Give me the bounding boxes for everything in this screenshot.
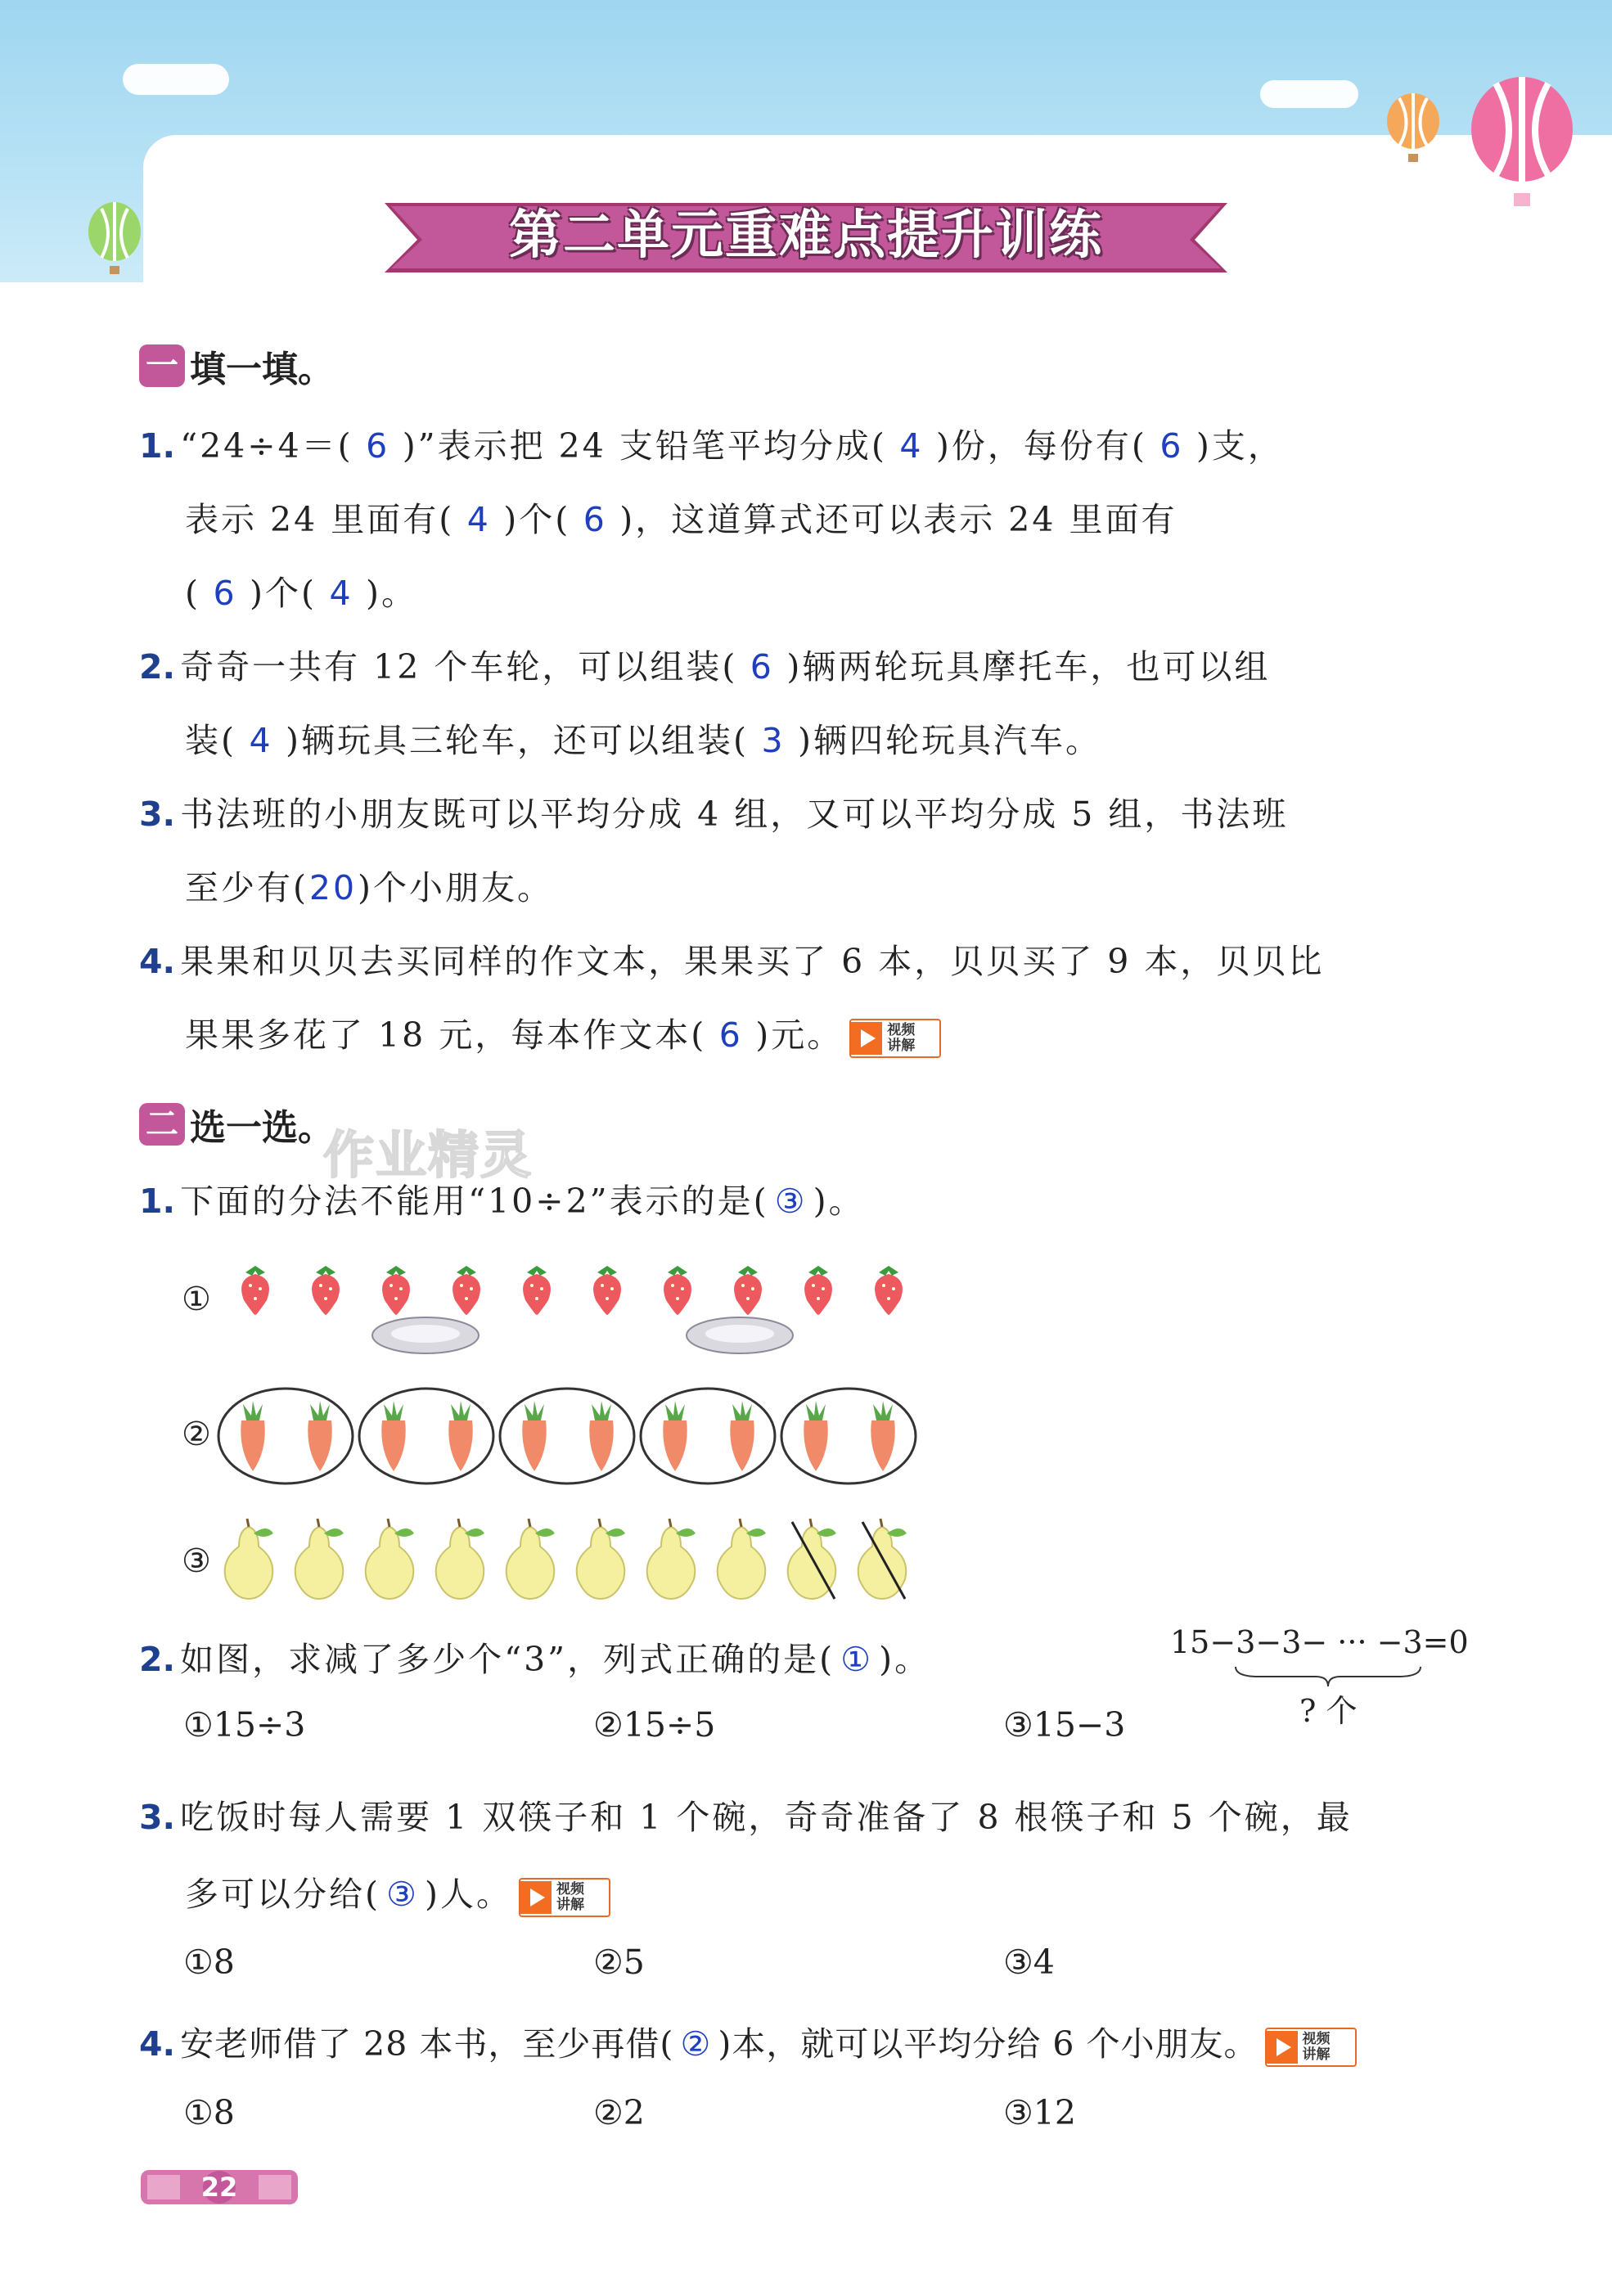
text: )辆玩具三轮车，还可以组装( — [286, 721, 749, 760]
s1-q2-line1 — [139, 640, 1270, 688]
answer: ① — [840, 1640, 873, 1679]
answer: 6 — [213, 574, 237, 613]
section-2-label: 选一选。 — [190, 1107, 334, 1149]
s2-q2-option-2: ②15÷5 — [593, 1705, 716, 1745]
subtraction-expression: 15−3−3− ··· −3=0 — [1170, 1624, 1469, 1660]
text: 安老师借了 28 本书，至少再借( — [180, 2024, 674, 2064]
explain-label: 讲解 — [556, 1896, 584, 1913]
s2-q3-line2 — [185, 1867, 610, 1917]
option-1-label: ① — [182, 1281, 211, 1318]
answer: 6 — [583, 500, 607, 539]
text: 下面的分法不能用“10÷2”表示的是( — [180, 1182, 769, 1221]
text: )人。 — [425, 1875, 512, 1914]
video-label: 视频 — [887, 1021, 916, 1038]
text: 果果多花了 18 元，每本作文本( — [185, 1015, 707, 1055]
s1-q3-line2 — [185, 861, 553, 909]
option-3-label: ③ — [182, 1542, 211, 1580]
text: “24÷4＝( — [180, 426, 353, 466]
text: 装( — [185, 721, 236, 760]
watermark: 作业精灵 — [323, 1125, 534, 1185]
s2-q4-option-2: ②2 — [593, 2093, 645, 2132]
text: )。 — [366, 574, 417, 613]
question-number: 3. — [139, 795, 176, 834]
question-number: 2. — [139, 1640, 176, 1679]
section-1-heading — [139, 340, 334, 392]
question-number: 1. — [139, 426, 176, 466]
s2-q2-line1 — [139, 1632, 930, 1681]
text: 果果和贝贝去买同样的作文本，果果买了 6 本，贝贝买了 9 本，贝贝比 — [180, 942, 1325, 981]
answer: 4 — [249, 721, 273, 760]
text: )。 — [813, 1182, 865, 1221]
page-title: 第二单元重难点提升训练 — [509, 205, 1103, 266]
carrots-row — [217, 1383, 929, 1489]
balloon-orange-icon — [1381, 92, 1445, 167]
paper-left — [0, 282, 143, 2296]
text: 如图，求减了多少个“3”，列式正确的是( — [180, 1640, 835, 1679]
question-number: 1. — [139, 1182, 176, 1221]
text: )支， — [1195, 426, 1284, 466]
section-2-heading — [139, 1098, 334, 1150]
question-number: 4. — [139, 2024, 176, 2064]
answer: 6 — [366, 426, 390, 466]
answer: 4 — [899, 426, 924, 466]
play-icon — [1267, 2031, 1298, 2064]
section-1-label: 填一填。 — [190, 349, 334, 390]
pears-row — [219, 1514, 923, 1604]
text: )辆两轮玩具摩托车，也可以组 — [786, 647, 1271, 687]
text: 表示 24 里面有( — [185, 500, 455, 539]
s2-q3-option-1: ①8 — [183, 1943, 235, 1982]
text: )个( — [503, 500, 571, 539]
video-label: 视频 — [556, 1880, 584, 1898]
text: ( — [185, 574, 200, 613]
answer: 4 — [329, 574, 353, 613]
page-number: 22 — [200, 2172, 238, 2203]
answer: ② — [680, 2024, 712, 2064]
video-explain-button[interactable] — [849, 1019, 941, 1058]
text: )元。 — [755, 1015, 844, 1055]
s2-q2-option-3: ③15−3 — [1003, 1705, 1126, 1745]
text: )份，每份有( — [935, 426, 1147, 466]
text: )”表示把 24 支铅笔平均分成( — [402, 426, 887, 466]
question-number: 3. — [139, 1798, 176, 1837]
video-explain-button[interactable] — [1265, 2028, 1357, 2067]
s1-q4-line2 — [185, 1008, 941, 1058]
answer: 6 — [1159, 426, 1184, 466]
cloud-left — [123, 64, 229, 95]
s1-q1-line3 — [185, 566, 417, 615]
text: 多可以分给( — [185, 1875, 380, 1914]
s1-q1-line2 — [185, 493, 1177, 541]
play-icon — [520, 1881, 552, 1914]
text: )，这道算式还可以表示 24 里面有 — [619, 500, 1177, 539]
section-1-number: 一 — [139, 344, 185, 387]
question-number: 4. — [139, 942, 176, 981]
s2-q3-option-3: ③4 — [1003, 1943, 1055, 1982]
answer: 20 — [308, 868, 358, 907]
s2-q2-option-1: ①15÷3 — [183, 1705, 306, 1745]
s2-q4-option-1: ①8 — [183, 2093, 235, 2132]
answer: 6 — [750, 647, 774, 687]
section-2-number: 二 — [139, 1103, 185, 1146]
option-2-label: ② — [182, 1416, 211, 1453]
s2-q1-line1 — [139, 1174, 865, 1222]
answer: 4 — [466, 500, 491, 539]
video-explain-button[interactable] — [519, 1878, 610, 1917]
balloon-green-icon — [82, 200, 147, 282]
explain-label: 讲解 — [887, 1037, 916, 1054]
explain-label: 讲解 — [1302, 2046, 1331, 2063]
s1-q3-line1 — [139, 787, 1288, 835]
answer: 6 — [718, 1015, 743, 1055]
s2-q3-line1 — [139, 1790, 1353, 1839]
balloon-pink-icon — [1465, 74, 1579, 213]
question-number: 2. — [139, 647, 176, 687]
video-label: 视频 — [1302, 2030, 1331, 2047]
brace-label: ? 个 — [1299, 1693, 1358, 1729]
text: 书法班的小朋友既可以平均分成 4 组，又可以平均分成 5 组，书法班 — [180, 795, 1289, 834]
text: 至少有( — [185, 868, 308, 907]
text: 奇奇一共有 12 个车轮，可以组装( — [180, 647, 738, 687]
s2-q4-option-3: ③12 — [1003, 2093, 1076, 2132]
answer: 3 — [761, 721, 786, 760]
s2-q3-option-2: ②5 — [593, 1943, 645, 1982]
strawberries-row — [221, 1256, 925, 1362]
text: )。 — [879, 1640, 931, 1679]
text: )辆四轮玩具汽车。 — [798, 721, 1101, 760]
text: )本，就可以平均分给 6 个小朋友。 — [718, 2024, 1259, 2064]
cloud-right — [1260, 80, 1358, 108]
answer: ③ — [386, 1875, 419, 1914]
s1-q4-line1 — [139, 934, 1324, 983]
text: 吃饭时每人需要 1 双筷子和 1 个碗，奇奇准备了 8 根筷子和 5 个碗，最 — [180, 1798, 1353, 1837]
answer: ③ — [774, 1182, 808, 1221]
s1-q1-line1 — [139, 419, 1284, 467]
s2-q4-line1 — [139, 2017, 1357, 2067]
text: )个( — [250, 574, 317, 613]
s1-q2-line2 — [185, 714, 1101, 762]
text: )个小朋友。 — [358, 868, 553, 907]
play-icon — [851, 1022, 882, 1055]
